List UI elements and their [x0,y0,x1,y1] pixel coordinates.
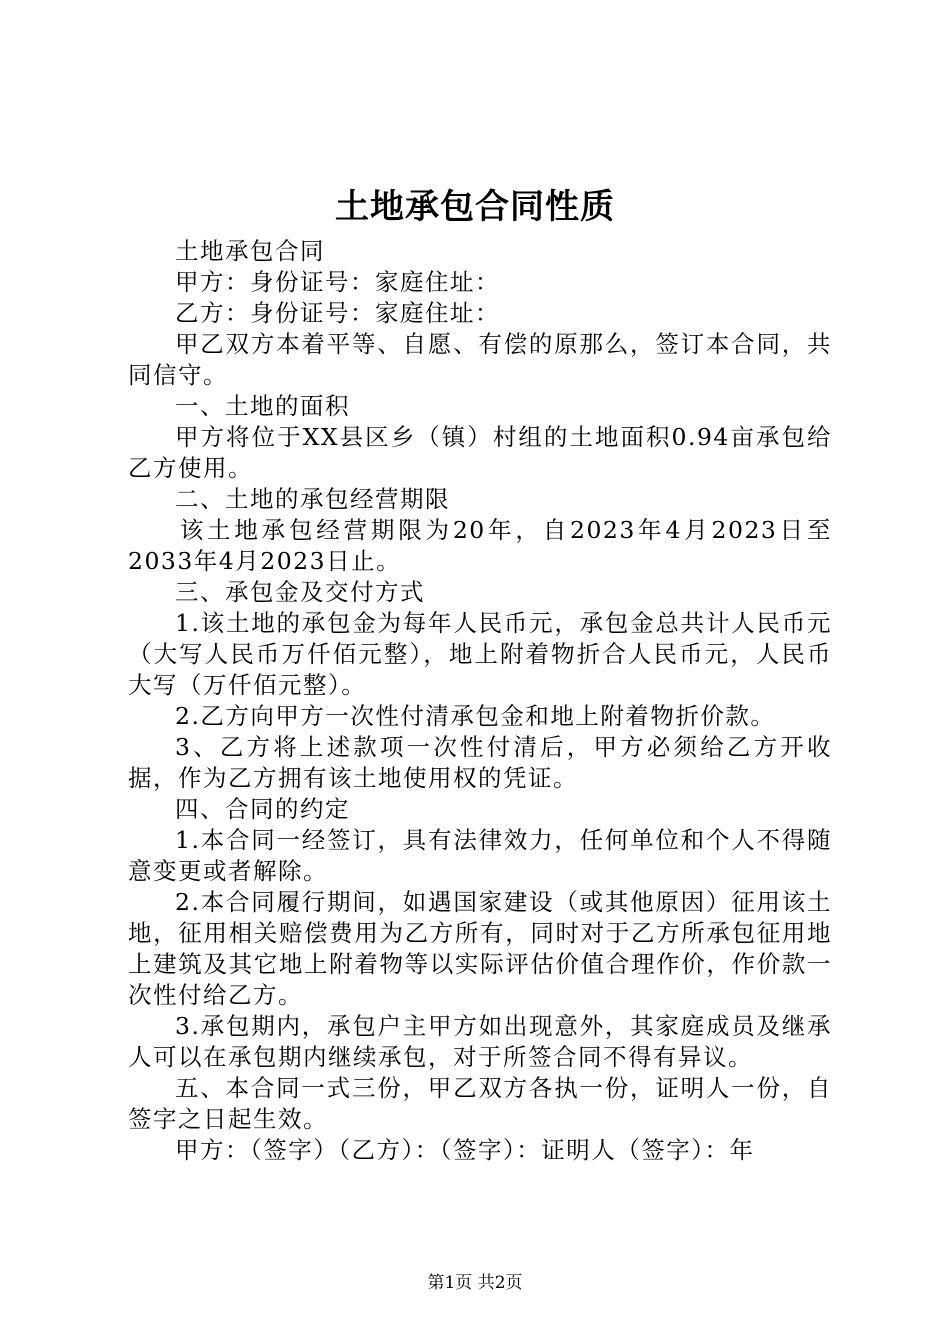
document-body [128,236,832,1166]
paragraph-contract-heading: 土地承包合同 [175,237,325,265]
section-heading-agreement: 四、合同的约定 [175,795,350,823]
document-title: 土地承包合同性质 [335,187,615,227]
paragraph-agreement-3: 3.承包期内，承包户主甲方如出现意外，其家庭成员及继承人可以在承包期内继续承包，对于所签合同不得有异议。 [128,1012,832,1071]
paragraph-agreement-2: 2.本合同履行期间，如遇国家建设（或其他原因）征用该土地，征用相关赔偿费用为乙方所有，同时对于乙方所承包征用地上建筑及其它地上附着物等以实际评估价值合理作价，作价款一次性付给乙方。 [128,888,832,1009]
paragraph-party-b: 乙方：身份证号：家庭住址： [175,299,500,327]
section-heading-area: 一、土地的面积 [175,392,350,420]
paragraph-preamble: 甲乙双方本着平等、自愿、有偿的原那么，签订本合同，共同信守。 [128,330,832,389]
paragraph-payment-2: 2.乙方向甲方一次性付清承包金和地上附着物折价款。 [175,702,776,730]
paragraph-party-a: 甲方：身份证号：家庭住址： [175,268,500,296]
section-heading-term: 二、土地的承包经营期限 [175,485,450,513]
section-heading-payment: 三、承包金及交付方式 [175,578,425,606]
paragraph-agreement-1: 1.本合同一经签订，具有法律效力，任何单位和个人不得随意变更或者解除。 [128,826,832,885]
paragraph-payment-3: 3、乙方将上述款项一次性付清后，甲方必须给乙方开收据，作为乙方拥有该土地使用权的凭证。 [128,733,832,792]
paragraph-payment-1: 1.该土地的承包金为每年人民币元，承包金总共计人民币元（大写人民币万仟佰元整），地上附着物折合人民币元，人民币大写（万仟佰元整）。 [128,609,832,699]
paragraph-signatures: 甲方：（签字）（乙方）：（签字）：证明人（签字）：年 [175,1136,755,1164]
paragraph-area: 甲方将位于XX县区乡（镇）村组的土地面积0.94亩承包给乙方使用。 [128,423,832,482]
paragraph-term: 该土地承包经营期限为20年，自2023年4月2023日至2033年4月2023日止。 [128,516,832,575]
page-footer: 第1页 共2页 [427,1273,523,1293]
paragraph-copies: 五、本合同一式三份，甲乙双方各执一份，证明人一份，自签字之日起生效。 [128,1074,832,1133]
